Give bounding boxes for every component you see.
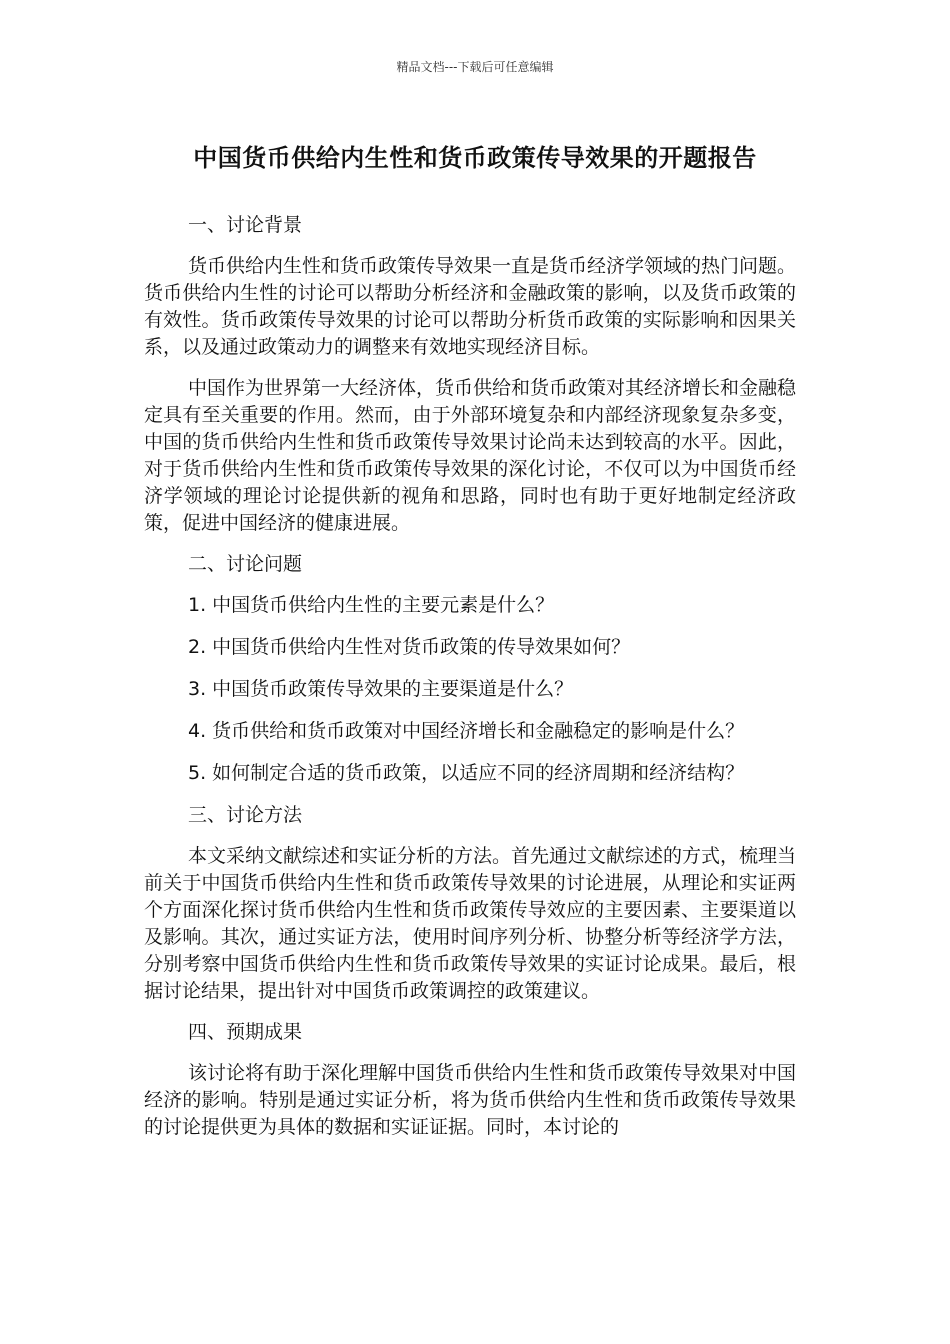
paragraph: 该讨论将有助于深化理解中国货币供给内生性和货币政策传导效果对中国经济的影响。特别是通过实证分析，将为货币供给内生性和货币政策传导效果的讨论提供更为具体的数据和实证证据。同时，本讨论的 xyxy=(144,1062,797,1138)
paragraph: 货币供给内生性和货币政策传导效果一直是货币经济学领域的热门问题。货币供给内生性的讨论可以帮助分析经济和金融政策的影响，以及货币政策的有效性。货币政策传导效果的讨论可以帮助分析货币政策的实际影响和因果关系，以及通过政策动力的调整来有效地实现经济目标。 xyxy=(144,255,797,358)
section-heading-background: 一、讨论背景 xyxy=(188,214,303,236)
section-heading-outcomes: 四、预期成果 xyxy=(188,1021,303,1043)
section-heading-questions: 二、讨论问题 xyxy=(188,553,303,575)
document-body xyxy=(144,212,796,1155)
question-item: 4. 货币供给和货币政策对中国经济增长和金融稳定的影响是什么？ xyxy=(188,720,745,742)
page-header-note: 精品文档---下载后可任意编辑 xyxy=(396,60,554,74)
document-title: 中国货币供给内生性和货币政策传导效果的开题报告 xyxy=(193,144,757,172)
section-heading-methods: 三、讨论方法 xyxy=(188,804,303,826)
question-item: 5. 如何制定合适的货币政策，以适应不同的经济周期和经济结构？ xyxy=(188,762,745,784)
question-item: 2. 中国货币供给内生性对货币政策的传导效果如何？ xyxy=(188,636,631,658)
question-item: 3. 中国货币政策传导效果的主要渠道是什么？ xyxy=(188,678,574,700)
question-item: 1. 中国货币供给内生性的主要元素是什么？ xyxy=(188,594,555,616)
paragraph: 中国作为世界第一大经济体，货币供给和货币政策对其经济增长和金融稳定具有至关重要的作用。然而，由于外部环境复杂和内部经济现象复杂多变，中国的货币供给内生性和货币政策传导效果讨论尚未达到较高的水平。因此，对于货币供给内生性和货币政策传导效果的深化讨论，不仅可以为中国货币经济学领域的理论讨论提供新的视角和思路，同时也有助于更好地制定经济政策，促进中国经济的健康进展。 xyxy=(144,377,797,534)
paragraph: 本文采纳文献综述和实证分析的方法。首先通过文献综述的方式，梳理当前关于中国货币供给内生性和货币政策传导效果的讨论进展，从理论和实证两个方面深化探讨货币供给内生性和货币政策传导效应的主要因素、主要渠道以及影响。其次，通过实证方法，使用时间序列分析、协整分析等经济学方法，分别考察中国货币供给内生性和货币政策传导效果的实证讨论成果。最后，根据讨论结果，提出针对中国货币政策调控的政策建议。 xyxy=(144,845,797,1002)
